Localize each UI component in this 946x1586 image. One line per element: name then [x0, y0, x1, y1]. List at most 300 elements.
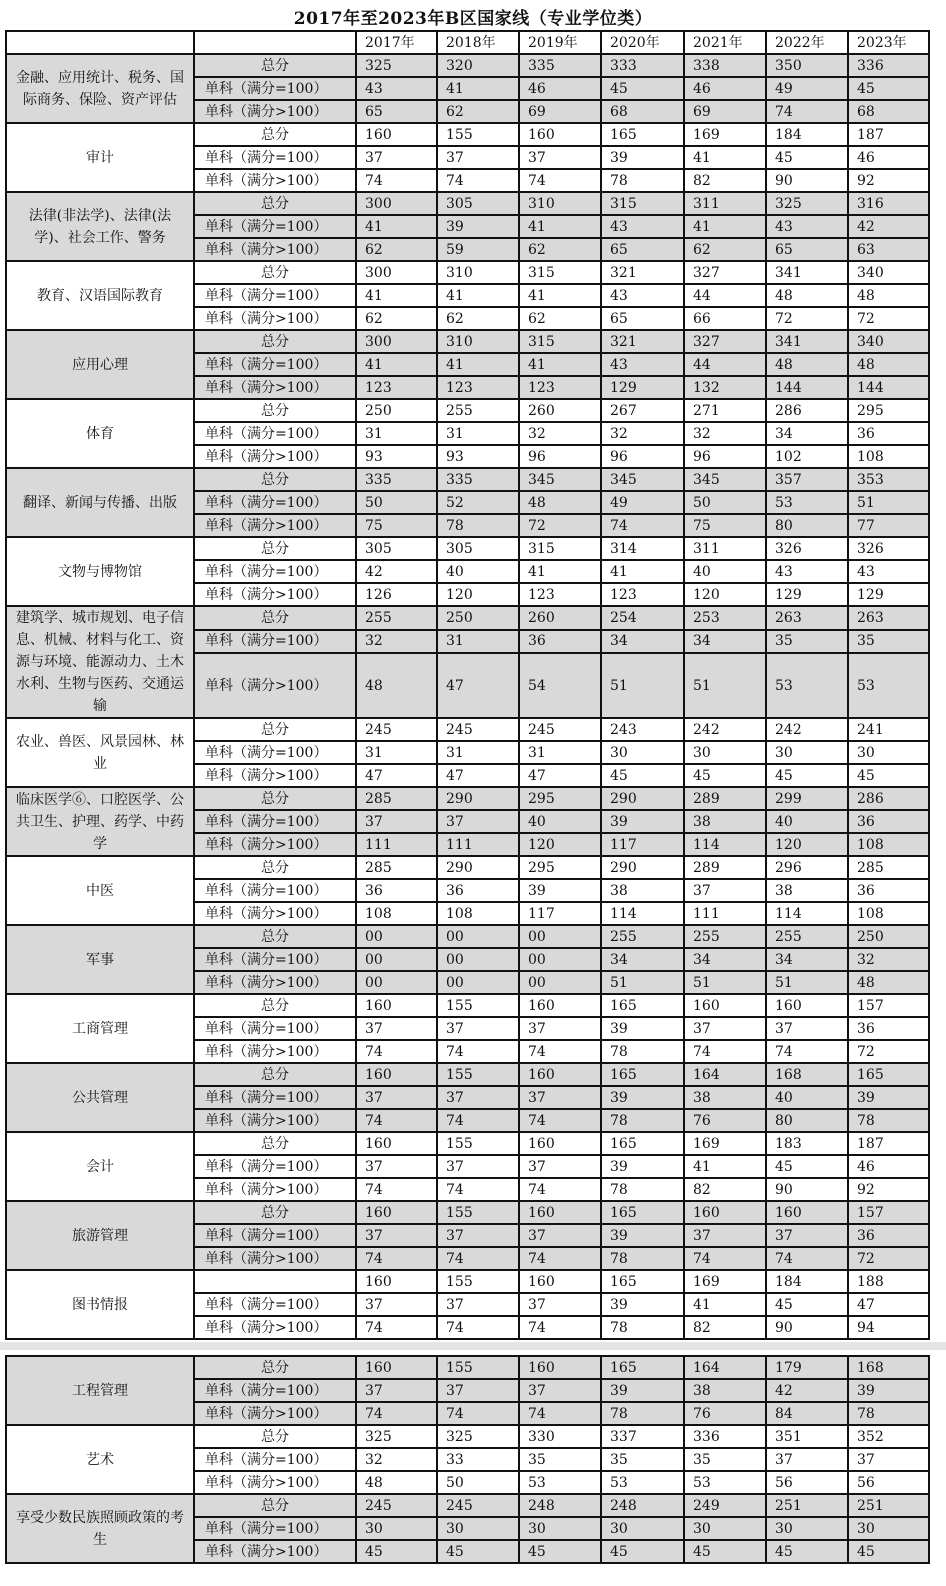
score-type-label: 总分 [194, 537, 356, 560]
score-value-cell: 00 [437, 971, 519, 994]
score-value-cell: 43 [601, 284, 684, 307]
score-value-cell: 74 [684, 1040, 766, 1063]
table-row [6, 1201, 929, 1224]
score-value-cell: 39 [601, 1086, 684, 1109]
score-value-cell: 36 [848, 879, 929, 902]
score-value-cell: 49 [766, 77, 848, 100]
score-value-cell: 74 [356, 169, 437, 192]
table-row [6, 468, 929, 491]
score-value-cell: 40 [519, 810, 601, 833]
score-value-cell: 62 [519, 307, 601, 330]
score-type-label: 单科（满分>100） [194, 971, 356, 994]
score-value-cell: 31 [437, 630, 519, 654]
score-type-label: 单科（满分=100） [194, 491, 356, 514]
program-name-cell: 艺术 [6, 1425, 194, 1494]
score-value-cell: 295 [519, 856, 601, 879]
score-value-cell: 245 [519, 718, 601, 741]
score-table-part-1 [5, 30, 930, 1340]
program-name-cell: 翻译、新闻与传播、出版 [6, 468, 194, 537]
score-type-label: 单科（满分=100） [194, 77, 356, 100]
score-value-cell: 114 [684, 833, 766, 856]
score-value-cell: 40 [766, 1086, 848, 1109]
program-name-cell: 工商管理 [6, 994, 194, 1063]
program-name-cell: 中医 [6, 856, 194, 925]
score-value-cell: 59 [437, 238, 519, 261]
score-value-cell: 46 [848, 146, 929, 169]
score-value-cell: 325 [356, 1425, 437, 1448]
table-row [6, 399, 929, 422]
score-value-cell: 321 [601, 261, 684, 284]
score-value-cell: 37 [437, 1017, 519, 1040]
score-value-cell: 65 [766, 238, 848, 261]
score-value-cell: 30 [437, 1517, 519, 1540]
score-type-label: 单科（满分=100） [194, 1155, 356, 1178]
score-value-cell: 41 [601, 560, 684, 583]
score-value-cell: 169 [684, 1270, 766, 1293]
score-value-cell: 75 [684, 514, 766, 537]
score-value-cell: 74 [766, 1247, 848, 1270]
score-value-cell: 255 [601, 925, 684, 948]
score-value-cell: 310 [437, 330, 519, 353]
program-name-cell: 享受少数民族照顾政策的考生 [6, 1494, 194, 1563]
score-type-label: 单科（满分>100） [194, 653, 356, 718]
table-row [6, 330, 929, 353]
score-value-cell: 56 [848, 1471, 929, 1494]
program-name-cell: 会计 [6, 1132, 194, 1201]
score-value-cell: 326 [766, 537, 848, 560]
score-value-cell: 37 [356, 810, 437, 833]
score-value-cell: 123 [437, 376, 519, 399]
score-type-label: 单科（满分=100） [194, 1086, 356, 1109]
score-value-cell: 00 [356, 948, 437, 971]
score-type-label: 单科（满分>100） [194, 1040, 356, 1063]
score-value-cell: 34 [766, 422, 848, 445]
score-value-cell: 31 [519, 741, 601, 764]
score-value-cell: 341 [766, 330, 848, 353]
score-value-cell: 30 [848, 741, 929, 764]
score-value-cell: 74 [519, 1040, 601, 1063]
score-value-cell: 111 [437, 833, 519, 856]
table-row [6, 537, 929, 560]
score-value-cell: 45 [766, 764, 848, 787]
score-type-label: 单科（满分=100） [194, 1293, 356, 1316]
score-value-cell: 168 [848, 1356, 929, 1379]
score-value-cell: 31 [437, 741, 519, 764]
table-row [6, 1425, 929, 1448]
score-value-cell: 184 [766, 123, 848, 146]
program-name-cell: 临床医学⑥、口腔医学、公共卫生、护理、药学、中药学 [6, 787, 194, 856]
score-value-cell: 335 [437, 468, 519, 491]
score-value-cell: 38 [601, 879, 684, 902]
score-value-cell: 45 [437, 1540, 519, 1563]
score-value-cell: 00 [519, 971, 601, 994]
score-value-cell: 37 [848, 1448, 929, 1471]
score-value-cell: 37 [519, 1379, 601, 1402]
score-type-label: 单科（满分=100） [194, 353, 356, 376]
score-value-cell: 37 [519, 1155, 601, 1178]
score-value-cell: 132 [684, 376, 766, 399]
score-value-cell: 102 [766, 445, 848, 468]
score-value-cell: 37 [519, 1224, 601, 1247]
score-value-cell: 48 [848, 353, 929, 376]
program-name-cell: 旅游管理 [6, 1201, 194, 1270]
score-type-label: 总分 [194, 856, 356, 879]
table-row [6, 1063, 929, 1086]
score-value-cell: 310 [437, 261, 519, 284]
score-value-cell: 76 [684, 1109, 766, 1132]
score-value-cell: 78 [848, 1402, 929, 1425]
score-value-cell: 31 [356, 741, 437, 764]
score-type-label: 总分 [194, 787, 356, 810]
table-row [6, 856, 929, 879]
score-value-cell: 74 [519, 1178, 601, 1201]
score-value-cell: 108 [848, 902, 929, 925]
score-value-cell: 160 [356, 994, 437, 1017]
score-value-cell: 78 [601, 1402, 684, 1425]
score-value-cell: 37 [356, 146, 437, 169]
score-value-cell: 155 [437, 1356, 519, 1379]
score-value-cell: 45 [356, 1540, 437, 1563]
table-row [6, 1132, 929, 1155]
score-value-cell: 37 [519, 146, 601, 169]
score-value-cell: 165 [848, 1063, 929, 1086]
score-value-cell: 51 [684, 653, 766, 718]
score-value-cell: 78 [601, 1247, 684, 1270]
score-value-cell: 45 [684, 1540, 766, 1563]
score-value-cell: 271 [684, 399, 766, 422]
score-value-cell: 51 [766, 971, 848, 994]
score-value-cell: 160 [519, 1063, 601, 1086]
score-value-cell: 345 [519, 468, 601, 491]
score-value-cell: 00 [437, 948, 519, 971]
score-value-cell: 37 [356, 1379, 437, 1402]
score-value-cell: 37 [766, 1448, 848, 1471]
score-value-cell: 68 [601, 100, 684, 123]
score-type-label: 单科（满分>100） [194, 1247, 356, 1270]
score-type-label: 总分 [194, 468, 356, 491]
score-value-cell: 62 [356, 307, 437, 330]
score-value-cell: 245 [437, 718, 519, 741]
score-value-cell: 82 [684, 169, 766, 192]
score-value-cell: 335 [356, 468, 437, 491]
score-value-cell: 75 [356, 514, 437, 537]
score-value-cell: 160 [356, 1356, 437, 1379]
score-value-cell: 48 [356, 653, 437, 718]
score-type-label: 单科（满分>100） [194, 1109, 356, 1132]
score-value-cell: 45 [766, 146, 848, 169]
score-value-cell: 74 [356, 1247, 437, 1270]
score-value-cell: 45 [766, 1540, 848, 1563]
score-value-cell: 48 [356, 1471, 437, 1494]
score-value-cell: 36 [437, 879, 519, 902]
score-value-cell: 74 [437, 1109, 519, 1132]
score-value-cell: 320 [437, 54, 519, 77]
score-type-label: 单科（满分=100） [194, 422, 356, 445]
score-value-cell: 42 [766, 1379, 848, 1402]
score-value-cell: 108 [356, 902, 437, 925]
score-value-cell: 160 [519, 123, 601, 146]
score-value-cell: 37 [356, 1017, 437, 1040]
score-value-cell: 144 [848, 376, 929, 399]
score-value-cell: 78 [601, 1040, 684, 1063]
score-value-cell: 96 [519, 445, 601, 468]
score-type-label: 总分 [194, 123, 356, 146]
score-value-cell: 32 [848, 948, 929, 971]
score-type-label: 总分 [194, 718, 356, 741]
score-value-cell: 46 [684, 77, 766, 100]
score-value-cell: 39 [848, 1379, 929, 1402]
score-type-label: 单科（满分>100） [194, 514, 356, 537]
score-value-cell: 169 [684, 1132, 766, 1155]
score-value-cell: 31 [356, 422, 437, 445]
score-value-cell: 315 [519, 537, 601, 560]
score-value-cell: 290 [601, 787, 684, 810]
score-value-cell: 92 [848, 169, 929, 192]
score-value-cell: 38 [684, 810, 766, 833]
score-value-cell: 40 [766, 810, 848, 833]
score-value-cell: 325 [437, 1425, 519, 1448]
score-value-cell: 44 [684, 284, 766, 307]
score-value-cell: 74 [356, 1109, 437, 1132]
program-name-cell: 法律(非法学)、法律(法学)、社会工作、警务 [6, 192, 194, 261]
score-value-cell: 40 [437, 560, 519, 583]
score-value-cell: 32 [684, 422, 766, 445]
score-value-cell: 78 [848, 1109, 929, 1132]
header-year-cell: 2018年 [437, 31, 519, 54]
score-type-label: 单科（满分=100） [194, 146, 356, 169]
score-value-cell: 68 [848, 100, 929, 123]
score-value-cell: 285 [356, 856, 437, 879]
score-value-cell: 327 [684, 330, 766, 353]
score-value-cell: 37 [519, 1293, 601, 1316]
score-type-label: 总分 [194, 1201, 356, 1224]
score-value-cell: 123 [356, 376, 437, 399]
score-value-cell: 52 [437, 491, 519, 514]
score-type-label [194, 1270, 356, 1293]
score-value-cell: 00 [519, 925, 601, 948]
score-value-cell: 160 [519, 994, 601, 1017]
score-value-cell: 340 [848, 261, 929, 284]
score-value-cell: 255 [684, 925, 766, 948]
score-value-cell: 243 [601, 718, 684, 741]
score-value-cell: 299 [766, 787, 848, 810]
score-value-cell: 45 [601, 77, 684, 100]
header-blank-cell [6, 31, 194, 54]
score-value-cell: 123 [601, 583, 684, 606]
score-value-cell: 47 [437, 764, 519, 787]
score-value-cell: 165 [601, 1270, 684, 1293]
header-year-cell: 2023年 [848, 31, 929, 54]
score-value-cell: 39 [601, 146, 684, 169]
score-type-label: 单科（满分=100） [194, 879, 356, 902]
score-value-cell: 43 [601, 353, 684, 376]
score-value-cell: 255 [356, 606, 437, 630]
score-type-label: 单科（满分=100） [194, 1448, 356, 1471]
score-value-cell: 123 [519, 583, 601, 606]
score-value-cell: 39 [601, 1379, 684, 1402]
score-value-cell: 34 [601, 948, 684, 971]
score-type-label: 单科（满分=100） [194, 810, 356, 833]
score-value-cell: 96 [601, 445, 684, 468]
score-value-cell: 260 [519, 399, 601, 422]
score-value-cell: 53 [601, 1471, 684, 1494]
score-type-label: 总分 [194, 1356, 356, 1379]
score-value-cell: 242 [684, 718, 766, 741]
score-value-cell: 41 [684, 215, 766, 238]
score-value-cell: 353 [848, 468, 929, 491]
score-value-cell: 351 [766, 1425, 848, 1448]
score-value-cell: 315 [519, 261, 601, 284]
program-name-cell: 金融、应用统计、税务、国际商务、保险、资产评估 [6, 54, 194, 123]
score-value-cell: 117 [601, 833, 684, 856]
score-value-cell: 34 [601, 630, 684, 654]
score-value-cell: 155 [437, 1270, 519, 1293]
score-value-cell: 94 [848, 1316, 929, 1339]
score-value-cell: 295 [519, 787, 601, 810]
score-value-cell: 38 [684, 1086, 766, 1109]
score-value-cell: 65 [601, 307, 684, 330]
score-value-cell: 40 [684, 560, 766, 583]
score-value-cell: 108 [848, 445, 929, 468]
score-value-cell: 345 [684, 468, 766, 491]
score-value-cell: 74 [519, 1247, 601, 1270]
score-type-label: 单科（满分=100） [194, 630, 356, 654]
score-value-cell: 120 [684, 583, 766, 606]
header-row [6, 31, 929, 54]
table-row [6, 787, 929, 810]
score-value-cell: 74 [356, 1402, 437, 1425]
score-value-cell: 47 [519, 764, 601, 787]
score-value-cell: 120 [766, 833, 848, 856]
score-table-part-2 [5, 1355, 930, 1564]
score-value-cell: 345 [601, 468, 684, 491]
page-title: 2017年至2023年B区国家线（专业学位类） [293, 9, 653, 29]
score-value-cell: 39 [437, 215, 519, 238]
score-value-cell: 35 [766, 630, 848, 654]
score-value-cell: 155 [437, 994, 519, 1017]
score-type-label: 单科（满分=100） [194, 741, 356, 764]
score-type-label: 总分 [194, 261, 356, 284]
score-value-cell: 74 [437, 169, 519, 192]
score-type-label: 单科（满分>100） [194, 445, 356, 468]
score-value-cell: 00 [437, 925, 519, 948]
score-value-cell: 333 [601, 54, 684, 77]
score-value-cell: 62 [437, 100, 519, 123]
score-value-cell: 245 [356, 1494, 437, 1517]
score-value-cell: 160 [766, 1201, 848, 1224]
score-value-cell: 310 [519, 192, 601, 215]
score-value-cell: 37 [766, 1224, 848, 1247]
score-type-label: 单科（满分=100） [194, 1379, 356, 1402]
score-value-cell: 37 [437, 1224, 519, 1247]
score-value-cell: 325 [356, 54, 437, 77]
score-value-cell: 35 [848, 630, 929, 654]
score-value-cell: 160 [766, 994, 848, 1017]
score-value-cell: 245 [356, 718, 437, 741]
score-value-cell: 187 [848, 123, 929, 146]
score-value-cell: 30 [601, 741, 684, 764]
score-value-cell: 45 [601, 1540, 684, 1563]
score-type-label: 单科（满分=100） [194, 284, 356, 307]
score-value-cell: 114 [766, 902, 848, 925]
score-value-cell: 45 [848, 1540, 929, 1563]
score-value-cell: 30 [766, 1517, 848, 1540]
score-value-cell: 48 [766, 353, 848, 376]
score-value-cell: 316 [848, 192, 929, 215]
score-value-cell: 32 [519, 422, 601, 445]
score-value-cell: 69 [684, 100, 766, 123]
score-value-cell: 160 [356, 1201, 437, 1224]
score-value-cell: 30 [684, 1517, 766, 1540]
score-value-cell: 250 [437, 606, 519, 630]
score-value-cell: 160 [684, 1201, 766, 1224]
program-name-cell: 审计 [6, 123, 194, 192]
score-value-cell: 165 [601, 1063, 684, 1086]
score-value-cell: 111 [684, 902, 766, 925]
header-year-cell: 2022年 [766, 31, 848, 54]
score-value-cell: 46 [519, 77, 601, 100]
score-value-cell: 78 [437, 514, 519, 537]
score-value-cell: 251 [848, 1494, 929, 1517]
score-value-cell: 74 [437, 1402, 519, 1425]
score-value-cell: 157 [848, 994, 929, 1017]
score-value-cell: 37 [437, 1379, 519, 1402]
score-value-cell: 33 [437, 1448, 519, 1471]
score-value-cell: 65 [601, 238, 684, 261]
score-value-cell: 168 [766, 1063, 848, 1086]
score-value-cell: 43 [848, 560, 929, 583]
score-value-cell: 76 [684, 1402, 766, 1425]
score-value-cell: 49 [601, 491, 684, 514]
score-value-cell: 357 [766, 468, 848, 491]
program-name-cell: 公共管理 [6, 1063, 194, 1132]
score-value-cell: 37 [356, 1155, 437, 1178]
score-value-cell: 260 [519, 606, 601, 630]
score-value-cell: 43 [766, 215, 848, 238]
score-value-cell: 248 [601, 1494, 684, 1517]
score-value-cell: 155 [437, 1132, 519, 1155]
score-type-label: 总分 [194, 606, 356, 630]
score-type-label: 单科（满分>100） [194, 169, 356, 192]
program-name-cell: 应用心理 [6, 330, 194, 399]
score-value-cell: 30 [848, 1517, 929, 1540]
score-value-cell: 65 [356, 100, 437, 123]
score-value-cell: 340 [848, 330, 929, 353]
score-value-cell: 327 [684, 261, 766, 284]
score-value-cell: 41 [437, 77, 519, 100]
header-year-cell: 2020年 [601, 31, 684, 54]
score-type-label: 单科（满分>100） [194, 833, 356, 856]
score-value-cell: 160 [519, 1356, 601, 1379]
score-value-cell: 50 [437, 1471, 519, 1494]
score-value-cell: 96 [684, 445, 766, 468]
score-value-cell: 41 [519, 215, 601, 238]
score-value-cell: 47 [437, 653, 519, 718]
score-type-label: 单科（满分=100） [194, 948, 356, 971]
score-value-cell: 43 [601, 215, 684, 238]
score-value-cell: 160 [519, 1201, 601, 1224]
score-type-label: 单科（满分=100） [194, 1017, 356, 1040]
score-type-label: 总分 [194, 54, 356, 77]
table-row [6, 925, 929, 948]
score-value-cell: 51 [848, 491, 929, 514]
score-value-cell: 45 [766, 1293, 848, 1316]
score-value-cell: 335 [519, 54, 601, 77]
score-value-cell: 38 [684, 1379, 766, 1402]
table-row [6, 718, 929, 741]
table-row [6, 994, 929, 1017]
score-value-cell: 41 [684, 1293, 766, 1316]
